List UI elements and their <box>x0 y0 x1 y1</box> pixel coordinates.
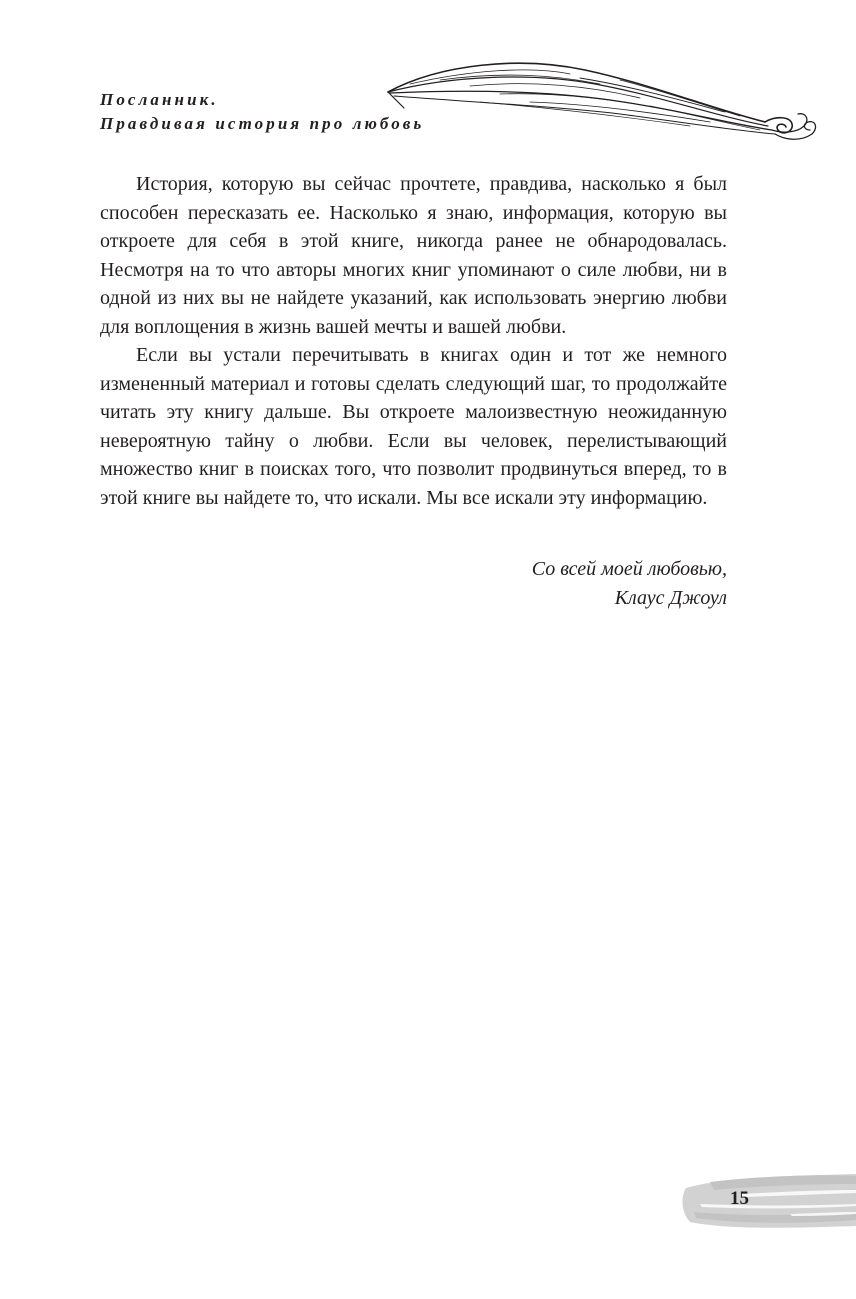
body-text <box>100 170 727 512</box>
running-head-book-title: Посланник. <box>100 90 219 109</box>
signature-closing: Со всей моей любовью, <box>531 558 727 580</box>
feather-quill-icon <box>380 50 820 160</box>
running-head-subtitle: Правдивая история про любовь <box>100 114 425 133</box>
paragraph: Если вы устали перечитывать в книгах один и тот же немного измененный материал и готовы сделать следующий шаг, то продолжайте читать эту книгу дальше. Вы откроете малоизвестную неожиданную невероятную тайну о любви. Если вы человек, перелистывающий множество книг в поисках того, что позволит продвинуться вперед, то в этой книге вы найдете то, что искали. Мы все искали эту информацию. <box>100 344 727 509</box>
signature-author: Клаус Джоул <box>614 586 727 609</box>
page-number: 15 <box>730 1188 749 1209</box>
paragraph: История, которую вы сейчас прочтете, правдива, насколько я был способен пересказать ее. Насколько я знаю, информация, которую вы откроете для себя в этой книге, никогда ранее не обнародовалась. Несмотря на то что авторы многих книг упоминают о силе любви, ни в одной из них вы не найдете указаний, как использовать энергию любви для воплощения в жизнь вашей мечты и вашей любви. <box>100 173 727 338</box>
page-number-tab <box>680 1168 856 1234</box>
running-head <box>100 88 424 136</box>
signature <box>100 555 727 612</box>
